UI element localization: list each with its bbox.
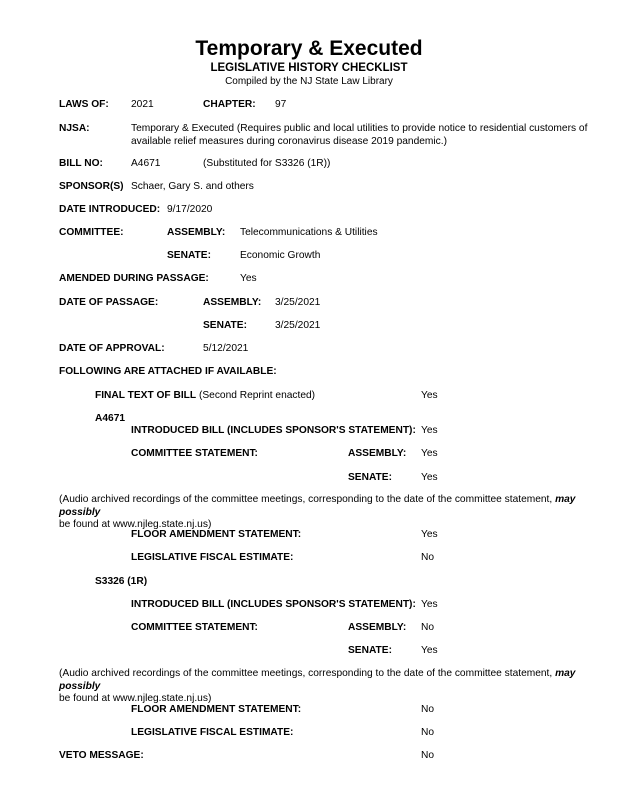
- amended-label: AMENDED DURING PASSAGE:: [59, 273, 209, 284]
- approval-label: DATE OF APPROVAL:: [59, 343, 165, 354]
- date-introduced-value: 9/17/2020: [167, 204, 213, 215]
- committee-senate-value: Economic Growth: [240, 250, 321, 261]
- bill-s-floor-label: FLOOR AMENDMENT STATEMENT:: [131, 704, 302, 715]
- bill-a-committee-label: COMMITTEE STATEMENT:: [131, 448, 258, 459]
- bill-no-value: A4671: [131, 158, 161, 169]
- bill-s-committee-label: COMMITTEE STATEMENT:: [131, 622, 258, 633]
- bill-s-introduced-value: Yes: [421, 599, 438, 610]
- bill-s-senate-value: Yes: [421, 645, 438, 656]
- amended-value: Yes: [240, 273, 257, 284]
- sponsor-label: SPONSOR(S): [59, 181, 124, 192]
- bill-no-label: BILL NO:: [59, 158, 103, 169]
- bill-s-audio-note: (Audio archived recordings of the committee meetings, corresponding to the date of the committee statement, may possibly be found at www.njleg.state.nj.us): [59, 668, 576, 704]
- final-text-value: Yes: [421, 390, 438, 401]
- bill-a-assembly-label: ASSEMBLY:: [348, 448, 407, 459]
- bill-s-id: S3326 (1R): [95, 576, 148, 587]
- final-text-note: (Second Reprint enacted): [198, 390, 316, 401]
- bill-a-fiscal-label: LEGISLATIVE FISCAL ESTIMATE:: [131, 552, 294, 563]
- njsa-value: Temporary & Executed (Requires public and local utilities to provide notice to residential customers of available relief measures during coronavirus disease 2019 pandemic.): [131, 123, 588, 147]
- bill-a-senate-value: Yes: [421, 472, 438, 483]
- bill-s-assembly-value: No: [421, 622, 435, 633]
- laws-of-value: 2021: [131, 99, 154, 110]
- bill-a-introduced-label: INTRODUCED BILL (INCLUDES SPONSOR'S STATEMENT):: [131, 425, 416, 436]
- veto-label: VETO MESSAGE:: [59, 750, 144, 761]
- committee-label: COMMITTEE:: [59, 227, 124, 238]
- page-title: Temporary & Executed: [195, 37, 423, 60]
- passage-senate-value: 3/25/2021: [275, 320, 321, 331]
- final-text-row: [95, 390, 315, 401]
- bill-a-introduced-value: Yes: [421, 425, 438, 436]
- bill-s-fiscal-label: LEGISLATIVE FISCAL ESTIMATE:: [131, 727, 294, 738]
- bill-a-assembly-value: Yes: [421, 448, 438, 459]
- bill-a-id: A4671: [95, 413, 126, 424]
- approval-value: 5/12/2021: [203, 343, 249, 354]
- date-introduced-label: DATE INTRODUCED:: [59, 204, 161, 215]
- bill-a-floor-label: FLOOR AMENDMENT STATEMENT:: [131, 529, 302, 540]
- veto-value: No: [421, 750, 435, 761]
- compiled-by: Compiled by the NJ State Law Library: [225, 76, 393, 87]
- bill-a-senate-label: SENATE:: [348, 472, 392, 483]
- bill-s-assembly-label: ASSEMBLY:: [348, 622, 407, 633]
- njsa-label: NJSA:: [59, 123, 90, 134]
- committee-assembly-label: ASSEMBLY:: [167, 227, 226, 238]
- bill-s-floor-value: No: [421, 704, 435, 715]
- committee-assembly-value: Telecommunications & Utilities: [240, 227, 378, 238]
- attached-heading: FOLLOWING ARE ATTACHED IF AVAILABLE:: [59, 366, 277, 377]
- chapter-value: 97: [275, 99, 287, 110]
- page-subtitle: LEGISLATIVE HISTORY CHECKLIST: [210, 62, 408, 74]
- bill-s-fiscal-value: No: [421, 727, 435, 738]
- bill-s-senate-label: SENATE:: [348, 645, 392, 656]
- sponsor-value: Schaer, Gary S. and others: [131, 181, 254, 192]
- laws-of-label: LAWS OF:: [59, 99, 109, 110]
- chapter-label: CHAPTER:: [203, 99, 256, 110]
- bill-s-introduced-label: INTRODUCED BILL (INCLUDES SPONSOR'S STATEMENT):: [131, 599, 416, 610]
- passage-senate-label: SENATE:: [203, 320, 247, 331]
- passage-assembly-label: ASSEMBLY:: [203, 297, 262, 308]
- passage-label: DATE OF PASSAGE:: [59, 297, 159, 308]
- bill-no-note: (Substituted for S3326 (1R)): [203, 158, 331, 169]
- final-text-label: FINAL TEXT OF BILL: [95, 390, 197, 401]
- passage-assembly-value: 3/25/2021: [275, 297, 321, 308]
- bill-a-fiscal-value: No: [421, 552, 435, 563]
- committee-senate-label: SENATE:: [167, 250, 211, 261]
- bill-a-audio-note: (Audio archived recordings of the committee meetings, corresponding to the date of the committee statement, may possibly be found at www.njleg.state.nj.us): [59, 494, 576, 530]
- bill-a-floor-value: Yes: [421, 529, 438, 540]
